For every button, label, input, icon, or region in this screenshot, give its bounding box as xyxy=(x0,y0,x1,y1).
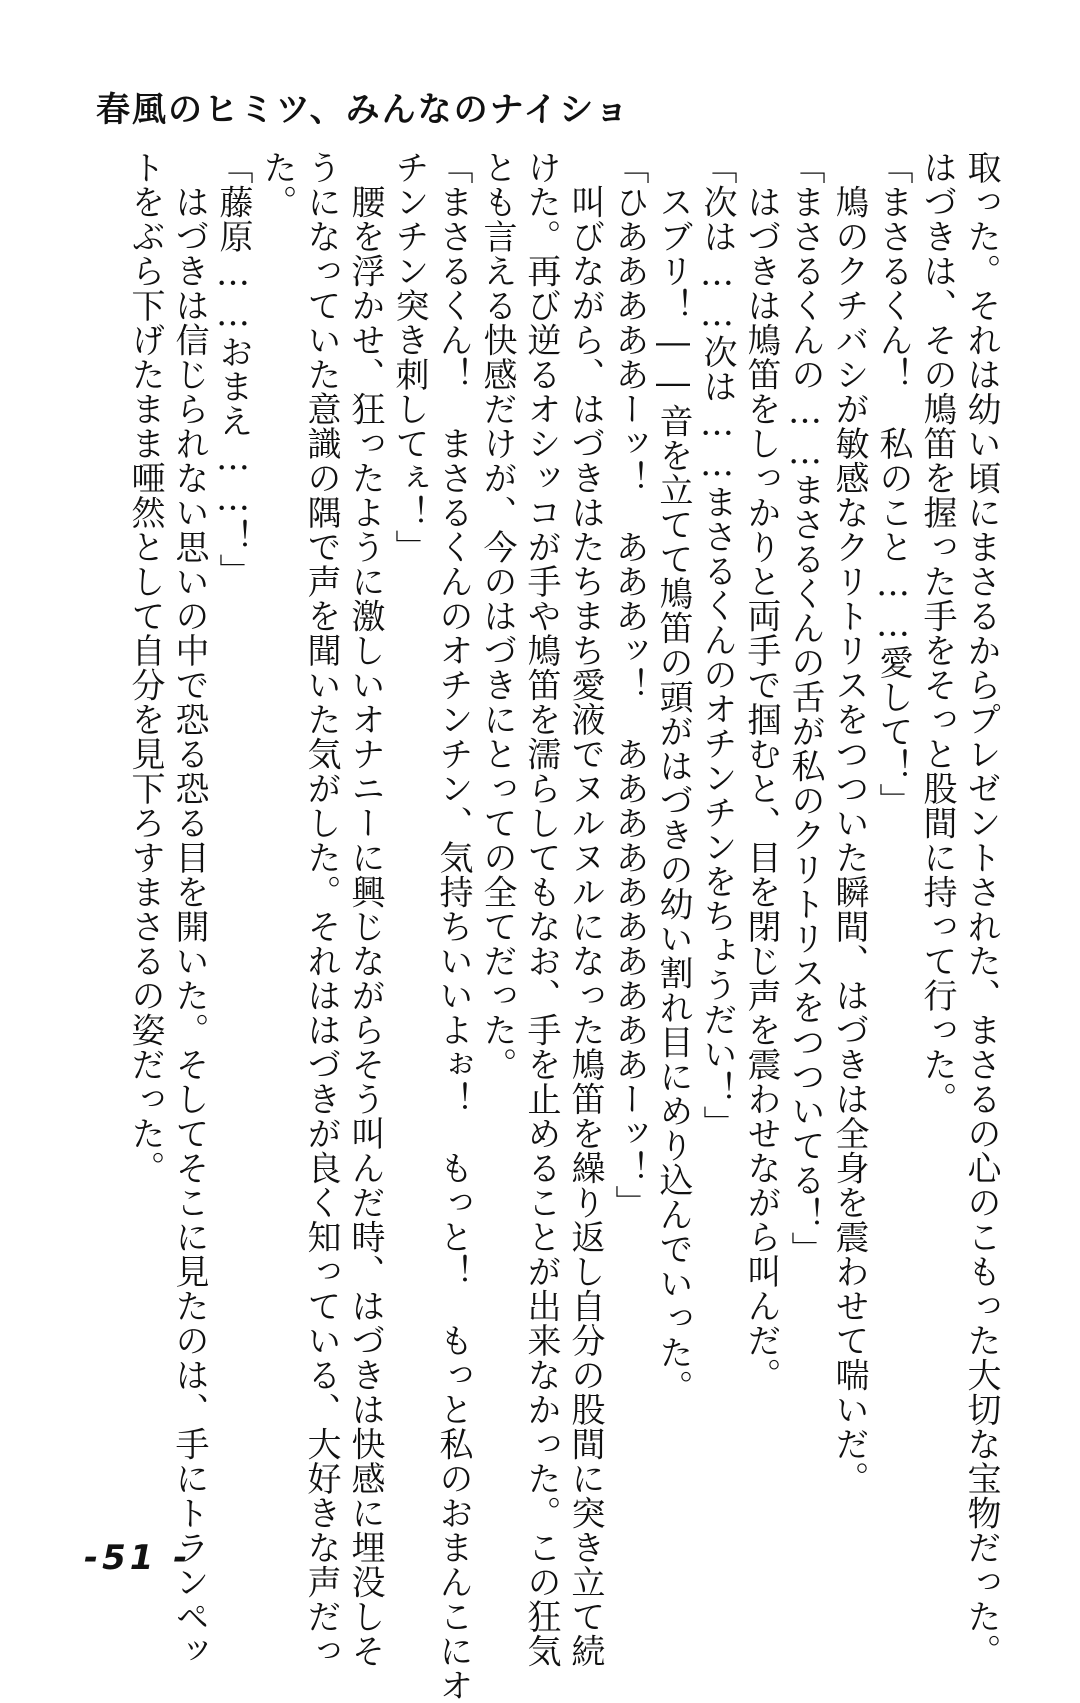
page-number: -51 - xyxy=(84,1538,192,1578)
text-line: 鳩のクチバシが敏感なクリトリスをつついた瞬間、はづきは全身を震わせて喘いだ。 xyxy=(829,150,869,1496)
text-line: チンチン突き刺してぇ！」 xyxy=(389,150,429,564)
text-line: トをぶら下げたまま唖然として自分を見下ろすまさるの姿だった。 xyxy=(125,150,165,1185)
text-line: 「藤原……おまえ……！」 xyxy=(213,150,253,588)
text-line: 「まさるくん！ 私のこと……愛して！」 xyxy=(873,150,913,818)
page-title: 春風のヒミツ、みんなのナイショ xyxy=(96,90,631,130)
text-line: とも言える快感だけが、今のはづきにとっての全てだった。 xyxy=(477,150,517,1082)
text-line: はづきは、その鳩笛を握った手をそっと股間に持って行った。 xyxy=(917,150,957,1116)
text-line: けた。再び逆るオシッコが手や鳩笛を濡らしてもなお、手を止めることが出来なかった。この狂気 xyxy=(521,150,561,1668)
text-line: 「まさるくん！ まさるくんのオチンチン、気持ちいいよぉ！ もっと！ もっと私のおまんこにオ xyxy=(433,150,473,1703)
text-line: 「次は……次は……まさるくんのオチンチンをちょうだい！」 xyxy=(697,150,737,1140)
text-line: スブリ！――音を立てて鳩笛の頭がはづきの幼い割れ目にめり込んでいった。 xyxy=(653,150,693,1404)
text-line: はづきは鳩笛をしっかりと両手で掴むと、目を閉じ声を震わせながら叫んだ。 xyxy=(741,150,781,1392)
text-line: 「まさるくんの……まさるくんの舌が私のクリトリスをつついてる！」 xyxy=(785,150,825,1266)
text-line: 取った。それは幼い頃にまさるからプレゼントされた、まさるの心のこもった大切な宝物だった。 xyxy=(961,150,1001,1668)
text-line: 叫びながら、はづきはたちまち愛液でヌルヌルになった鳩笛を繰り返し自分の股間に突き立て続 xyxy=(565,150,605,1668)
text-line: 「ひあああああーッ！ あああッ！ ああああああああああーッ！」 xyxy=(609,150,649,1220)
text-line: うになっていた意識の隅で声を聞いた気がした。それははづきが良く知っている、大好きな声だっ xyxy=(301,150,341,1668)
text-line: 腰を浮かせ、狂ったように激しいオナニーに興じながらそう叫んだ時、はづきは快感に埋没しそ xyxy=(345,150,385,1668)
text-line: はづきは信じられない思いの中で恐る恐る目を開いた。そしてそこに見たのは、手にトランペッ xyxy=(169,150,209,1668)
text-line: た。 xyxy=(257,150,297,219)
